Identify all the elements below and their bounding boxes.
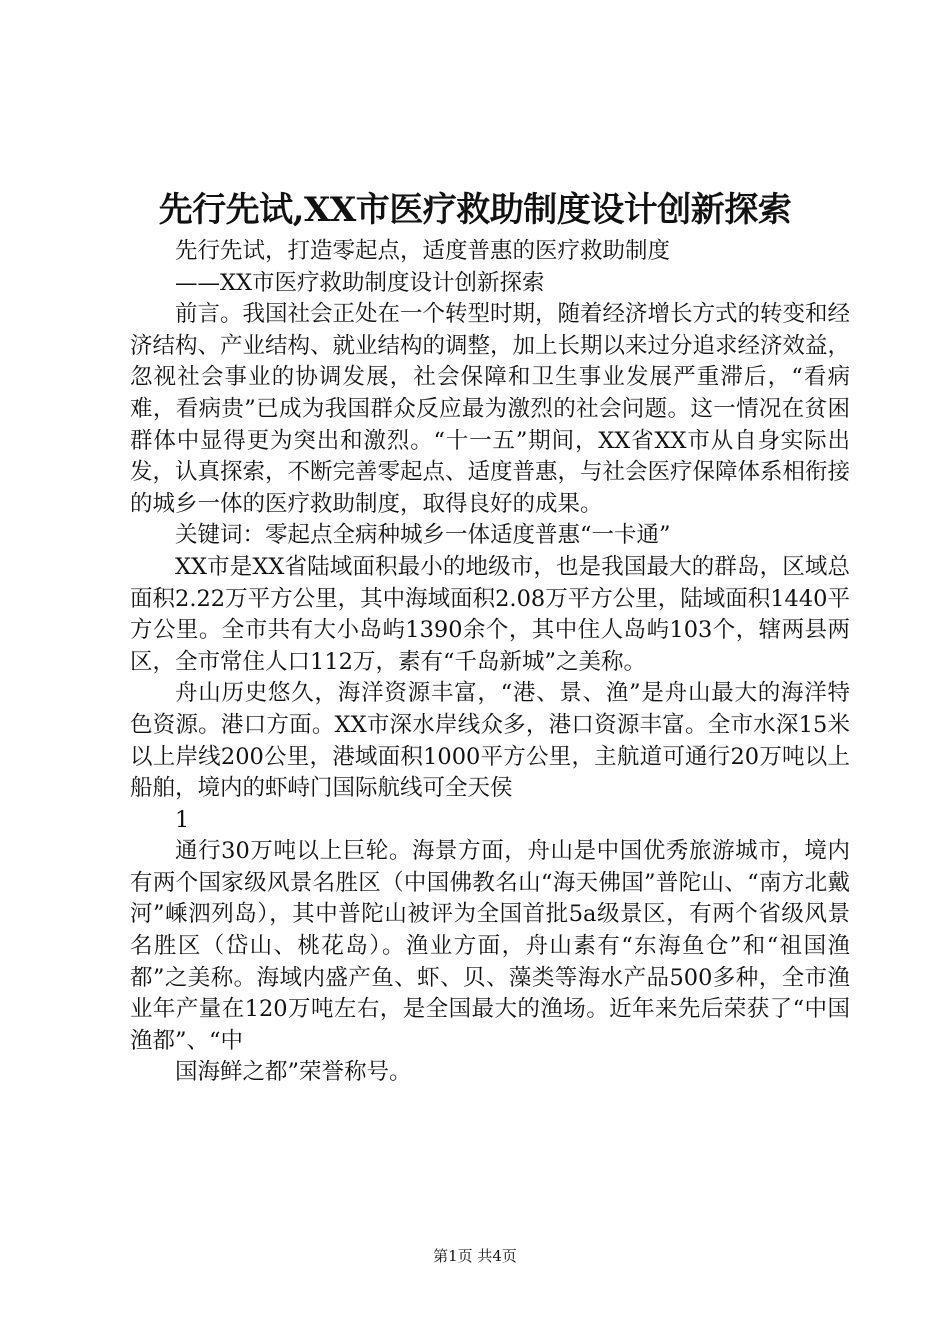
inline-page-number: 1 <box>175 806 190 833</box>
document-title: 先行先试,XX市医疗救助制度设计创新探索 <box>158 190 792 230</box>
document-body <box>130 236 850 1089</box>
subtitle-line: ——XX市医疗救助制度设计创新探索 <box>175 269 545 296</box>
page-footer: 第1页 共4页 <box>433 1247 517 1265</box>
paragraph: XX市是XX省陆域面积最小的地级市，也是我国最大的群岛，区域总面积2.22万平方公里，其中海域面积2.08万平方公里，陆域面积1440平方公里。全市共有大小岛屿1390余个，其中住人岛屿103个，辖两县两区，全市常住人口112万，素有“千岛新城”之美称。 <box>130 553 850 675</box>
paragraph: 前言。我国社会正处在一个转型时期，随着经济增长方式的转变和经济结构、产业结构、就业结构的调整，加上长期以来过分追求经济效益，忽视社会事业的协调发展，社会保障和卫生事业发展严重滞后，“看病难，看病贵”已成为我国群众反应最为激烈的社会问题。这一情况在贫困群体中显得更为突出和激烈。“十一五”期间，XX省XX市从自身实际出发，认真探索，不断完善零起点、适度普惠，与社会医疗保障体系相衔接的城乡一体的医疗救助制度，取得良好的成果。 <box>130 301 851 517</box>
paragraph: 舟山历史悠久，海洋资源丰富，“港、景、渔”是舟山最大的海洋特色资源。港口方面。XX市深水岸线众多，港口资源丰富。全市水深15米以上岸线200公里，港域面积1000平方公里，主航道可通行20万吨以上船舶，境内的虾峙门国际航线可全天侯 <box>130 680 850 802</box>
paragraph: 国海鲜之都”荣誉称号。 <box>175 1059 412 1086</box>
paragraph: 通行30万吨以上巨轮。海景方面，舟山是中国优秀旅游城市，境内有两个国家级风景名胜区（中国佛教名山“海天佛国”普陀山、“南方北戴河”嵊泗列岛），其中普陀山被评为全国首批5a级景区，有两个省级风景名胜区（岱山、桃花岛）。渔业方面，舟山素有“东海鱼仓”和“祖国渔都”之美称。海域内盛产鱼、虾、贝、藻类等海水产品500多种，全市渔业年产量在120万吨左右，是全国最大的渔场。近年来先后荣获了“中国渔都”、“中 <box>130 838 850 1054</box>
keywords-line: 关键词：零起点全病种城乡一体适度普惠“一卡通” <box>175 522 671 549</box>
subtitle-line: 先行先试，打造零起点，适度普惠的医疗救助制度 <box>175 238 671 264</box>
